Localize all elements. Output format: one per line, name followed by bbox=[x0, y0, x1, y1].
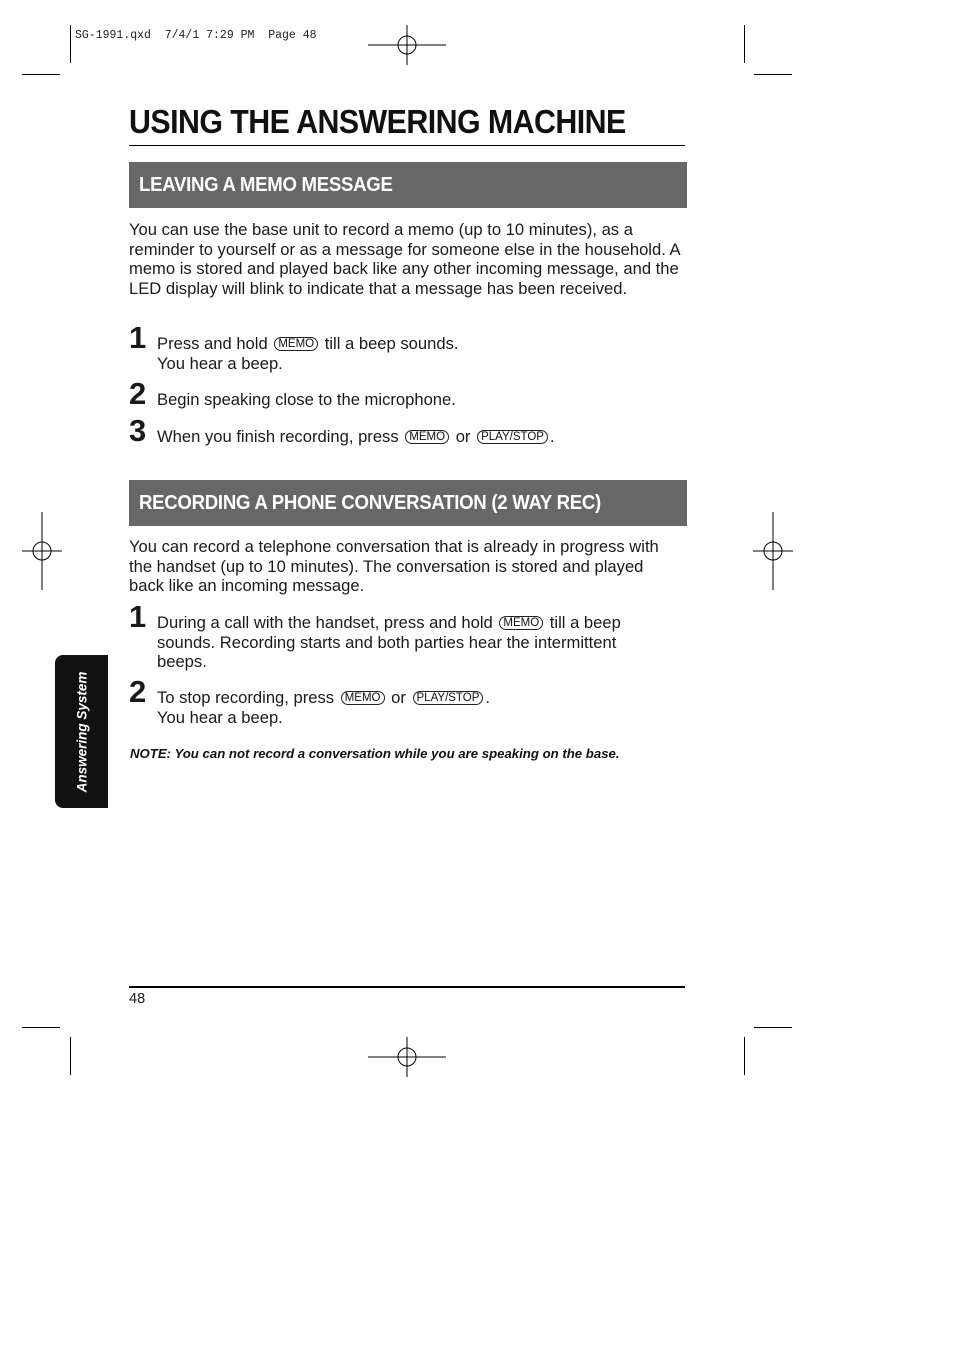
crop-mark bbox=[744, 25, 745, 63]
step-number: 3 bbox=[129, 413, 147, 448]
step-text: Begin speaking close to the microphone. bbox=[157, 390, 456, 409]
step-text-or: or bbox=[455, 427, 471, 446]
step-number: 2 bbox=[129, 674, 147, 709]
crop-mark bbox=[754, 1027, 792, 1028]
title-divider bbox=[129, 145, 685, 146]
step-text-line2: You hear a beep. bbox=[157, 353, 283, 373]
crop-mark bbox=[744, 1037, 745, 1075]
crop-mark bbox=[754, 74, 792, 75]
step-number: 2 bbox=[129, 376, 147, 411]
registration-mark-icon bbox=[753, 512, 793, 590]
printer-slug: SG-1991.qxd 7/4/1 7:29 PM Page 48 bbox=[75, 29, 317, 42]
step-number: 1 bbox=[129, 320, 147, 355]
step-text-pre: When you finish recording, press bbox=[157, 427, 399, 446]
step-text-or: or bbox=[391, 688, 406, 707]
step-number: 1 bbox=[129, 599, 147, 634]
footer-divider bbox=[129, 986, 685, 988]
section-heading-label: LEAVING A MEMO MESSAGE bbox=[139, 173, 393, 196]
step-text bbox=[157, 613, 667, 672]
memo-key-icon: MEMO bbox=[274, 337, 318, 351]
step-text-post: till a beep sounds. Recording starts and both parties hear the intermittent beeps. bbox=[157, 613, 621, 671]
play-stop-key-icon: PLAY/STOP bbox=[413, 691, 484, 705]
page-title: USING THE ANSWERING MACHINE bbox=[129, 103, 626, 140]
step-text-pre: During a call with the handset, press and hold bbox=[157, 613, 493, 632]
step-text bbox=[157, 334, 697, 373]
step-text-line2: You hear a beep. bbox=[157, 707, 283, 727]
step-text-post: till a beep sounds. bbox=[324, 334, 459, 353]
step-text-post: . bbox=[549, 427, 555, 446]
step-text-pre: Press and hold bbox=[157, 334, 268, 353]
memo-key-icon: MEMO bbox=[499, 616, 543, 630]
page-number: 48 bbox=[129, 991, 146, 1007]
registration-mark-icon bbox=[368, 25, 446, 65]
section-intro: You can use the base unit to record a memo (up to 10 minutes), as a reminder to yourself or as a message for someone else in the household. A memo is stored and played back like any other incoming message, and the LED display will blink to indicate that a message has been received. bbox=[129, 220, 680, 298]
memo-key-icon: MEMO bbox=[341, 691, 385, 705]
section-heading-2way-rec bbox=[129, 480, 687, 526]
crop-mark bbox=[70, 25, 71, 63]
crop-mark bbox=[22, 74, 60, 75]
step-text bbox=[157, 688, 697, 727]
step-text bbox=[157, 427, 697, 447]
section-intro: You can record a telephone conversation that is already in progress with the handset (up to 10 minutes). The conversation is stored and played back like an incoming message. bbox=[129, 537, 659, 595]
play-stop-key-icon: PLAY/STOP bbox=[477, 430, 548, 444]
step-text-post: . bbox=[485, 688, 490, 707]
section-heading-label: RECORDING A PHONE CONVERSATION (2 WAY REC) bbox=[139, 491, 601, 514]
crop-mark bbox=[22, 1027, 60, 1028]
registration-mark-icon bbox=[368, 1037, 446, 1077]
crop-mark bbox=[70, 1037, 71, 1075]
section-heading-memo bbox=[129, 162, 687, 208]
memo-key-icon: MEMO bbox=[405, 430, 449, 444]
side-tab-label: Answering System bbox=[74, 671, 89, 792]
side-tab bbox=[55, 655, 108, 808]
registration-mark-icon bbox=[22, 512, 62, 590]
step-text-pre: To stop recording, press bbox=[157, 688, 335, 707]
note-text: NOTE: You can not record a conversation while you are speaking on the base. bbox=[130, 746, 620, 761]
